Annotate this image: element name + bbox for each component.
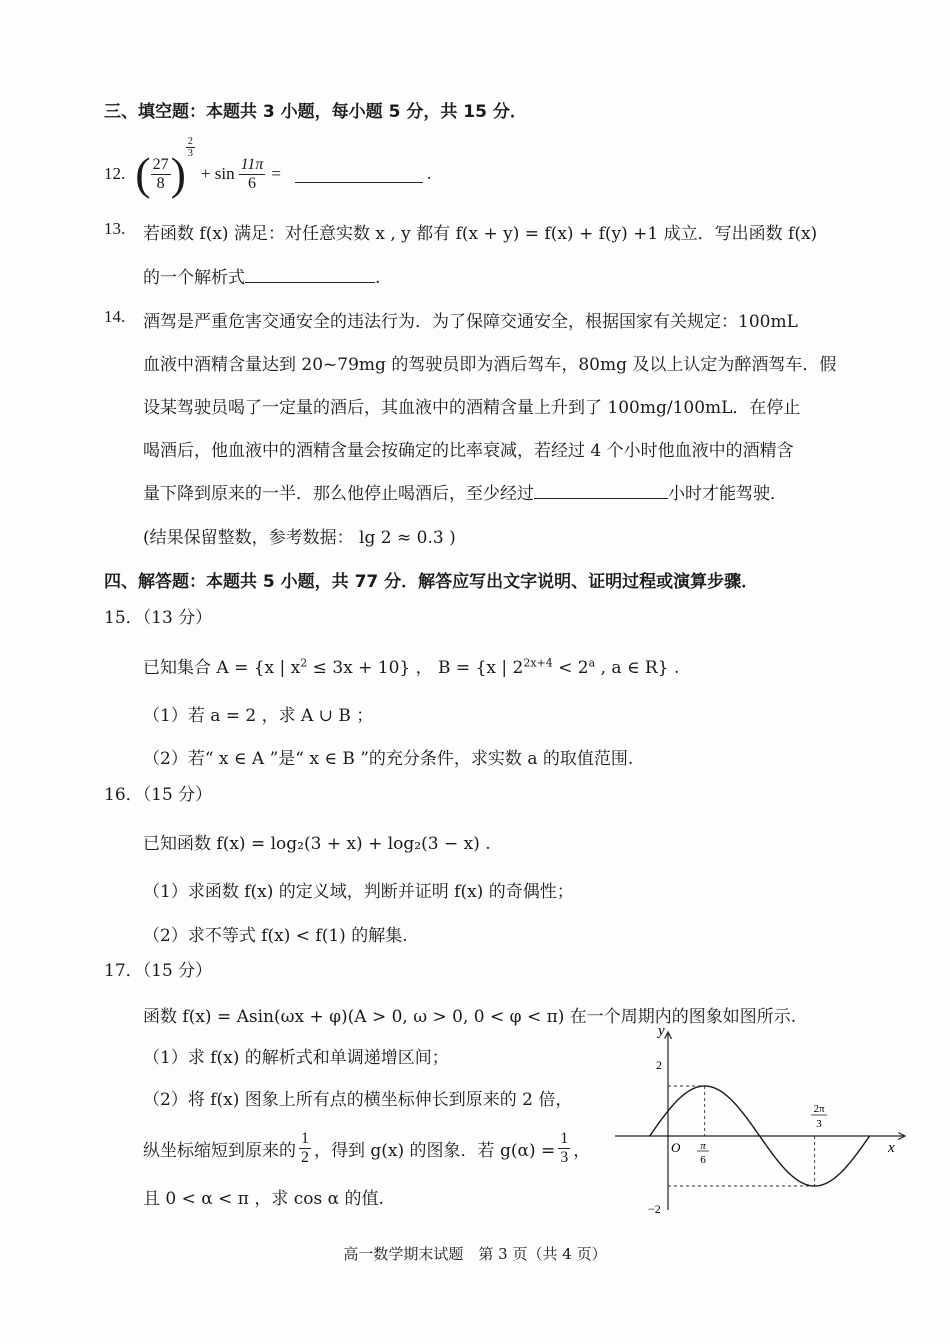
q12-base-numerator: 27 <box>152 155 169 173</box>
q14-number: 14. <box>104 307 126 326</box>
q13-answer-blank[interactable] <box>245 266 375 283</box>
q15-sup-2: 2x+4 <box>523 656 553 670</box>
page-footer: 高一数学期末试题 第 3 页（共 4 页） <box>343 1245 607 1263</box>
q17-part-3: 且 0 < α < π ，求 cos α 的值. <box>143 1189 384 1209</box>
q17-frac-half <box>299 1130 311 1167</box>
y-min-label: −2 <box>648 1202 661 1216</box>
x-tick-2-numerator: 2π <box>813 1103 825 1115</box>
q12-period: . <box>427 164 432 183</box>
q14-note: (结果保留整数，参考数据： lg 2 ≈ 0.3 ) <box>143 528 456 548</box>
x-axis-label: x <box>888 1140 895 1156</box>
q14-line-5 <box>143 479 787 504</box>
q14-line-2: 血液中酒精含量达到 20~79mg 的驾驶员即为酒后驾车，80mg 及以上认定为醉酒驾车．假 <box>143 355 837 375</box>
q17-frac-third-den: 3 <box>560 1148 569 1166</box>
x-tick-1-numerator: π <box>700 1140 706 1152</box>
q12-answer-blank[interactable] <box>295 166 423 183</box>
q13-line-2 <box>143 263 380 288</box>
q12-sin-fraction <box>239 156 266 193</box>
q14-line-3: 设某驾驶员喝了一定量的酒后，其血液中的酒精含量上升到了 100mg/100mL．在停止 <box>143 398 801 418</box>
q12-number: 12. <box>104 164 126 183</box>
sine-graph <box>600 1020 920 1220</box>
q12-base-fraction <box>151 156 171 193</box>
q12-sin: + sin <box>200 164 235 183</box>
q17-frac-half-den: 2 <box>301 1148 309 1166</box>
q16-header: 16．（15 分） <box>104 785 213 805</box>
q15-stem-a: 已知集合 A = {x | x <box>143 658 301 678</box>
q14-line-1: 酒驾是严重危害交通安全的违法行为．为了保障交通安全，根据国家有关规定：100mL <box>143 312 798 332</box>
x-tick-1-denominator: 6 <box>700 1154 706 1166</box>
q14-line-5-text: 量下降到原来的一半．那么他停止喝酒后，至少经过 <box>143 484 534 504</box>
q17-p3-mid: ，得到 g(x) 的图象．若 g(α) = <box>314 1140 556 1161</box>
q15-stem <box>143 653 679 678</box>
q14-line-4: 喝酒后，他血液中的酒精含量会按确定的比率衰减，若经过 4 个小时他血液中的酒精含 <box>143 441 794 461</box>
q12-exponent-numerator: 2 <box>187 136 193 147</box>
origin-label: O <box>671 1140 681 1155</box>
q17-frac-third <box>558 1130 570 1167</box>
q12-exponent <box>186 136 195 159</box>
q13-line-1: 若函数 f(x) 满足：对任意实数 x , y 都有 f(x + y) = f(x) + f(y) +1 成立．写出函数 f(x) <box>143 224 818 244</box>
q17-header: 17．（15 分） <box>104 961 213 981</box>
q14-answer-blank[interactable] <box>534 482 668 499</box>
q15-part-1: （1）若 a = 2 ，求 A ∪ B ； <box>143 706 374 726</box>
q15-part-2: （2）若“ x ∈ A ”是“ x ∈ B ”的充分条件，求实数 a 的取值范围. <box>143 749 634 769</box>
q15-sup-1: 2 <box>300 656 308 670</box>
q17-part-2: （2）将 f(x) 图象上所有点的横坐标伸长到原来的 2 倍， <box>143 1090 573 1110</box>
q17-p3-pre: 纵坐标缩短到原来的 <box>143 1140 296 1161</box>
section-3-heading: 三、填空题：本题共 3 小题，每小题 5 分，共 15 分． <box>104 102 527 122</box>
q12-sin-numerator: 11π <box>240 155 264 173</box>
q15-stem-b: ≤ 3x + 10} ， B = {x | 2 <box>307 658 524 678</box>
q13-period: . <box>375 268 381 288</box>
q16-part-2: （2）求不等式 f(x) < f(1) 的解集. <box>143 926 408 946</box>
q15-stem-d: , a ∈ R} . <box>595 658 680 678</box>
q15-header: 15．（13 分） <box>104 608 213 628</box>
q17-p3-post: ， <box>573 1140 591 1161</box>
q12-right-paren: ) <box>170 148 186 199</box>
q17-frac-third-num: 1 <box>560 1129 569 1147</box>
q12-left-paren: ( <box>135 148 151 199</box>
q12-exponent-denominator: 3 <box>187 148 193 159</box>
q15-sup-3: a <box>588 656 596 670</box>
q14-line-5-tail: 小时才能驾驶． <box>668 484 787 504</box>
q12-sin-denominator: 6 <box>248 174 256 192</box>
q13-number: 13. <box>104 219 126 238</box>
q17-part-1: （1）求 f(x) 的解析式和单调递增区间； <box>143 1048 449 1068</box>
section-4-heading: 四、解答题：本题共 5 小题，共 77 分．解答应写出文字说明、证明过程或演算步骤． <box>104 572 759 592</box>
q17-part-2-cont <box>143 1124 590 1172</box>
q16-part-1: （1）求函数 f(x) 的定义域，判断并证明 f(x) 的奇偶性； <box>143 882 574 902</box>
q12-equals: = <box>271 164 282 183</box>
y-max-label: 2 <box>656 1058 662 1072</box>
x-tick-2-denominator: 3 <box>816 1118 822 1130</box>
question-12 <box>104 136 432 204</box>
q13-line-2-text: 的一个解析式 <box>143 268 245 288</box>
q17-frac-half-num: 1 <box>301 1129 309 1147</box>
q16-stem: 已知函数 f(x) = log₂(3 + x) + log₂(3 − x) . <box>143 834 491 854</box>
q12-base-denominator: 8 <box>156 174 165 192</box>
y-axis-label: y <box>658 1023 665 1039</box>
q17-stem: 函数 f(x) = Asin(ωx + φ)(A > 0, ω > 0, 0 < φ < π) 在一个周期内的图象如图所示. <box>143 1007 797 1027</box>
q15-stem-c: < 2 <box>552 658 589 678</box>
